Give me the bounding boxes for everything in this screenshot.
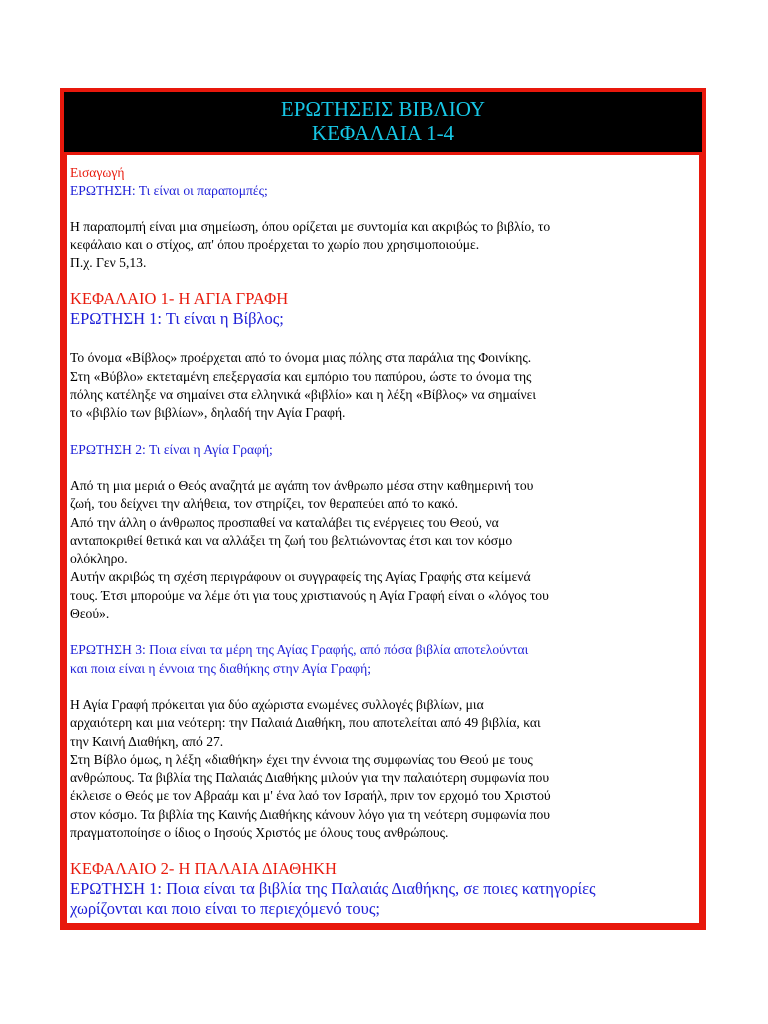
answer-line: στον κόσμο. Τα βιβλία της Καινής Διαθήκης κάνουν λόγο για τη νεότερη συμφωνία που bbox=[70, 806, 550, 822]
chapter1-question1: ΕΡΩΤΗΣΗ 1: Τι είναι η Βίβλος; bbox=[70, 309, 284, 329]
answer-line: Η παραπομπή είναι μια σημείωση, όπου ορίζεται με συντομία και ακριβώς το βιβλίο, το bbox=[70, 218, 551, 234]
answer-line: πραγματοποίησε ο ίδιος ο Ιησούς Χριστός με όλους τους ανθρώπους. bbox=[70, 825, 449, 841]
answer-line: ανταποκριθεί θετικά και να αλλάξει τη ζωή του βελτιώνοντας έτσι και τον κόσμο bbox=[70, 532, 513, 548]
header-title-line1: ΕΡΩΤΗΣΕΙΣ ΒΙΒΛΙΟΥ bbox=[280, 97, 486, 121]
answer-line: κεφάλαιο και ο στίχος, απ' όπου προέρχεται το χωρίο που χρησιμοποιούμε. bbox=[70, 236, 480, 252]
answer-line: Στη «Βύβλο» εκτεταμένη επεξεργασία και εμπόριο του παπύρου, ώστε το όνομα της bbox=[70, 368, 532, 384]
chapter2-question1 bbox=[70, 879, 699, 919]
chapter2-title: ΚΕΦΑΛΑΙΟ 2- Η ΠΑΛΑΙΑ ΔΙΑΘΗΚΗ bbox=[70, 859, 337, 879]
chapter1-title: ΚΕΦΑΛΑΙΟ 1- Η ΑΓΙΑ ΓΡΑΦΗ bbox=[70, 289, 289, 309]
answer-line: το «βιβλίο των βιβλίων», δηλαδή την Αγία Γραφή. bbox=[70, 405, 346, 421]
question-line: και ποια είναι η έννοια της διαθήκης στην Αγία Γραφή; bbox=[70, 660, 372, 676]
answer-line: Η Αγία Γραφή πρόκειται για δύο αχώριστα ενωμένες συλλογές βιβλίων, μια bbox=[70, 696, 484, 712]
question-line: ΕΡΩΤΗΣΗ 1: Ποια είναι τα βιβλία της Παλαιάς Διαθήκης, σε ποιες κατηγορίες bbox=[70, 879, 596, 899]
document-header bbox=[68, 95, 698, 149]
question-line: ΕΡΩΤΗΣΗ 3: Ποια είναι τα μέρη της Αγίας Γραφής, από πόσα βιβλία αποτελούνται bbox=[70, 642, 529, 658]
answer-line: Αυτήν ακριβώς τη σχέση περιγράφουν οι συγγραφείς της Αγίας Γραφής στα κείμενά bbox=[70, 569, 531, 585]
answer-line: Στη Βίβλο όμως, η λέξη «διαθήκη» έχει την έννοια της συμφωνίας του Θεού με τους bbox=[70, 751, 533, 767]
answer-line: Θεού». bbox=[70, 606, 110, 622]
answer-line: Από την άλλη ο άνθρωπος προσπαθεί να καταλάβει τις ενέργειες του Θεού, να bbox=[70, 514, 499, 530]
answer-line: τους. Έτσι μπορούμε να λέμε ότι για τους χριστιανούς η Αγία Γραφή είναι ο «λόγος του bbox=[70, 587, 549, 603]
answer-line: ολόκληρο. bbox=[70, 551, 128, 567]
chapter1-question3 bbox=[70, 641, 699, 678]
answer-line: αρχαιότερη και μια νεότερη: την Παλαιά Διαθήκη, που αποτελείται από 49 βιβλία, και bbox=[70, 715, 541, 731]
header-title-line2: ΚΕΦΑΛΑΙΑ 1-4 bbox=[311, 121, 455, 145]
answer-line: την Καινή Διαθήκη, από 27. bbox=[70, 733, 224, 749]
answer-line: ανθρώπους. Τα βιβλία της Παλαιάς Διαθήκης μιλούν για την παλαιότερη συμφωνία που bbox=[70, 770, 550, 786]
intro-question: ΕΡΩΤΗΣΗ: Τι είναι οι παραπομπές; bbox=[70, 183, 268, 199]
answer-line: ζωή, του δείχνει την αλήθεια, τον στηρίζει, τον θεραπεύει από το κακό. bbox=[70, 496, 459, 512]
chapter1-answer2 bbox=[70, 477, 699, 623]
question-line: χωρίζονται και ποιο είναι το περιεχόμενό τους; bbox=[70, 899, 380, 919]
answer-line: Από τη μια μεριά ο Θεός αναζητά με αγάπη τον άνθρωπο μέσα στην καθημερινή του bbox=[70, 477, 534, 493]
intro-answer bbox=[70, 218, 699, 273]
answer-line: πόλης κατέληξε να σημαίνει στα ελληνικά «βιβλίο» και η λέξη «Βίβλος» να σημαίνει bbox=[70, 387, 537, 403]
document-frame bbox=[60, 88, 706, 930]
answer-line: έκλεισε ο Θεός με τον Αβραάμ και μ' ένα λαό τον Ισραήλ, πριν τον ερχομό του Χριστού bbox=[70, 788, 551, 804]
answer-line: Το όνομα «Βίβλος» προέρχεται από το όνομα μιας πόλης στα παράλια της Φοινίκης. bbox=[70, 350, 532, 366]
document-content bbox=[64, 152, 702, 926]
answer-line: Π.χ. Γεν 5,13. bbox=[70, 255, 147, 271]
chapter1-answer3 bbox=[70, 696, 699, 842]
chapter1-question2: ΕΡΩΤΗΣΗ 2: Τι είναι η Αγία Γραφή; bbox=[70, 441, 273, 457]
chapter1-answer1 bbox=[70, 349, 699, 422]
intro-label: Εισαγωγή bbox=[70, 165, 125, 180]
